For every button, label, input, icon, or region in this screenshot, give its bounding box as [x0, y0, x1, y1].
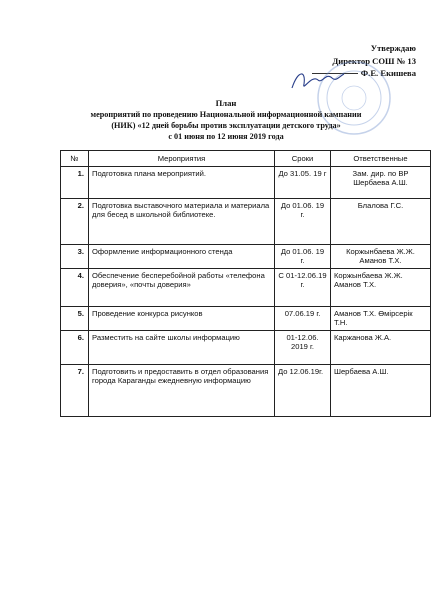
row-number: 5.	[61, 307, 89, 331]
row-deadline: 01-12.06. 2019 г.	[275, 331, 331, 365]
table-row	[61, 331, 431, 365]
row-deadline: До 31.05. 19 г	[275, 167, 331, 199]
row-deadline: С 01-12.06.19 г.	[275, 269, 331, 307]
signature-icon	[288, 66, 348, 96]
title-line-4: с 01 июня по 12 июня 2019 года	[168, 132, 284, 141]
header-deadlines: Сроки	[275, 151, 331, 167]
header-events: Мероприятия	[89, 151, 275, 167]
approval-word: Утверждаю	[370, 43, 416, 53]
table-row	[61, 245, 431, 269]
row-responsible: Зам. дир. по ВР Шербаева А.Ш.	[331, 167, 431, 199]
table-row	[61, 365, 431, 417]
table-header-row	[61, 151, 431, 167]
table-row	[61, 269, 431, 307]
approval-position: Директор СОШ № 13	[332, 55, 416, 66]
row-event: Подготовить и предоставить в отдел образования города Караганды ежедневную информацию	[89, 365, 275, 417]
row-event: Разместить на сайте школы информацию	[89, 331, 275, 365]
row-number: 7.	[61, 365, 89, 417]
approval-signatory-name: Ф.Е. Екишева	[360, 68, 416, 78]
row-number: 6.	[61, 331, 89, 365]
row-event: Проведение конкурса рисунков	[89, 307, 275, 331]
row-deadline: До 01.06. 19 г.	[275, 245, 331, 269]
header-number: №	[61, 151, 89, 167]
row-event: Подготовка выставочного материала и материала для бесед в школьной библиотеке.	[89, 199, 275, 245]
row-event: Подготовка плана мероприятий.	[89, 167, 275, 199]
row-responsible: Коржынбаева Ж.Ж. Аманов Т.Х.	[331, 269, 431, 307]
row-number: 3.	[61, 245, 89, 269]
row-responsible: Аманов Т.Х. Өмірсерік Т.Н.	[331, 307, 431, 331]
row-number: 1.	[61, 167, 89, 199]
row-event: Оформление информационного стенда	[89, 245, 275, 269]
document-title	[40, 98, 412, 142]
table-row	[61, 199, 431, 245]
header-responsible: Ответственные	[331, 151, 431, 167]
row-number: 4.	[61, 269, 89, 307]
row-responsible: Коржынбаева Ж.Ж. Аманов Т.Х.	[331, 245, 431, 269]
table-row	[61, 307, 431, 331]
title-plan: План	[215, 98, 237, 108]
title-line-2: мероприятий по проведению Национальной информационной кампании	[90, 110, 362, 119]
row-event: Обеспечение бесперебойной работы «телефона доверия», «почты доверия»	[89, 269, 275, 307]
title-line-3: (НИК) «12 дней борьбы против эксплуатации детского труда»	[111, 121, 341, 130]
row-number: 2.	[61, 199, 89, 245]
events-table	[60, 150, 431, 417]
row-deadline: До 12.06.19г.	[275, 365, 331, 417]
row-responsible: Шербаева А.Ш.	[331, 365, 431, 417]
row-responsible: Блалова Г.С.	[331, 199, 431, 245]
row-responsible: Каржанова Ж.А.	[331, 331, 431, 365]
row-deadline: 07.06.19 г.	[275, 307, 331, 331]
row-deadline: До 01.06. 19 г.	[275, 199, 331, 245]
table-row	[61, 167, 431, 199]
